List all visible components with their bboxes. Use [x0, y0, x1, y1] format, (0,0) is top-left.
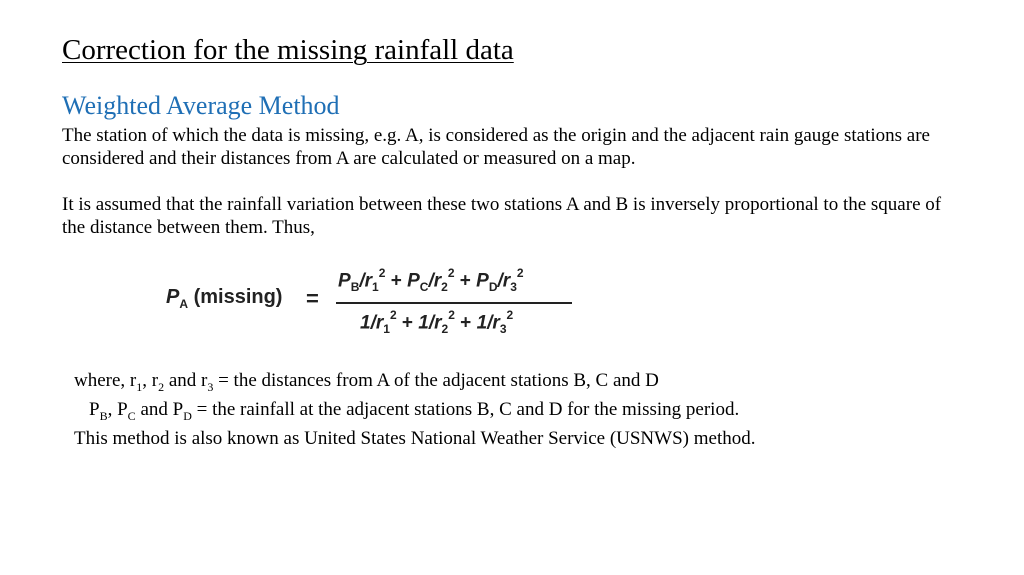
slide-subtitle: Weighted Average Method [62, 91, 340, 120]
formula-fraction-bar [336, 302, 572, 304]
definition-method-name: This method is also known as United States National Weather Service (USNWS) method. [74, 428, 756, 449]
weighted-average-formula [166, 266, 586, 346]
slide-title: Correction for the missing rainfall data [62, 34, 514, 66]
definition-distances: where, $r_1$, $r_2$ and $r_3$ = the distances from A of the adjacent stations B, C and D [74, 370, 659, 394]
formula-lhs: $P_A$ (missing) [166, 286, 283, 311]
formula-numerator: $P_B/r_1^2 + P_C/r_2^2 + P_D/r_3^2$ [338, 266, 524, 295]
paragraph-assumption: It is assumed that the rainfall variation between these two stations A and B is inversely proportional to the square of the distance between them. Thus, [62, 194, 942, 238]
formula-denominator: $1/r_1^2 + 1/r_2^2 + 1/r_3^2$ [360, 308, 514, 337]
definition-rainfall: $P_B$, $P_C$ and $P_D$ = the rainfall at the adjacent stations B, C and D for the missing period. [89, 399, 740, 423]
paragraph-origin: The station of which the data is missing, e.g. A, is considered as the origin and the adjacent rain gauge stations are considered and their distances from A are calculated or measured on a map. [62, 125, 930, 169]
formula-equals: = [306, 286, 319, 311]
